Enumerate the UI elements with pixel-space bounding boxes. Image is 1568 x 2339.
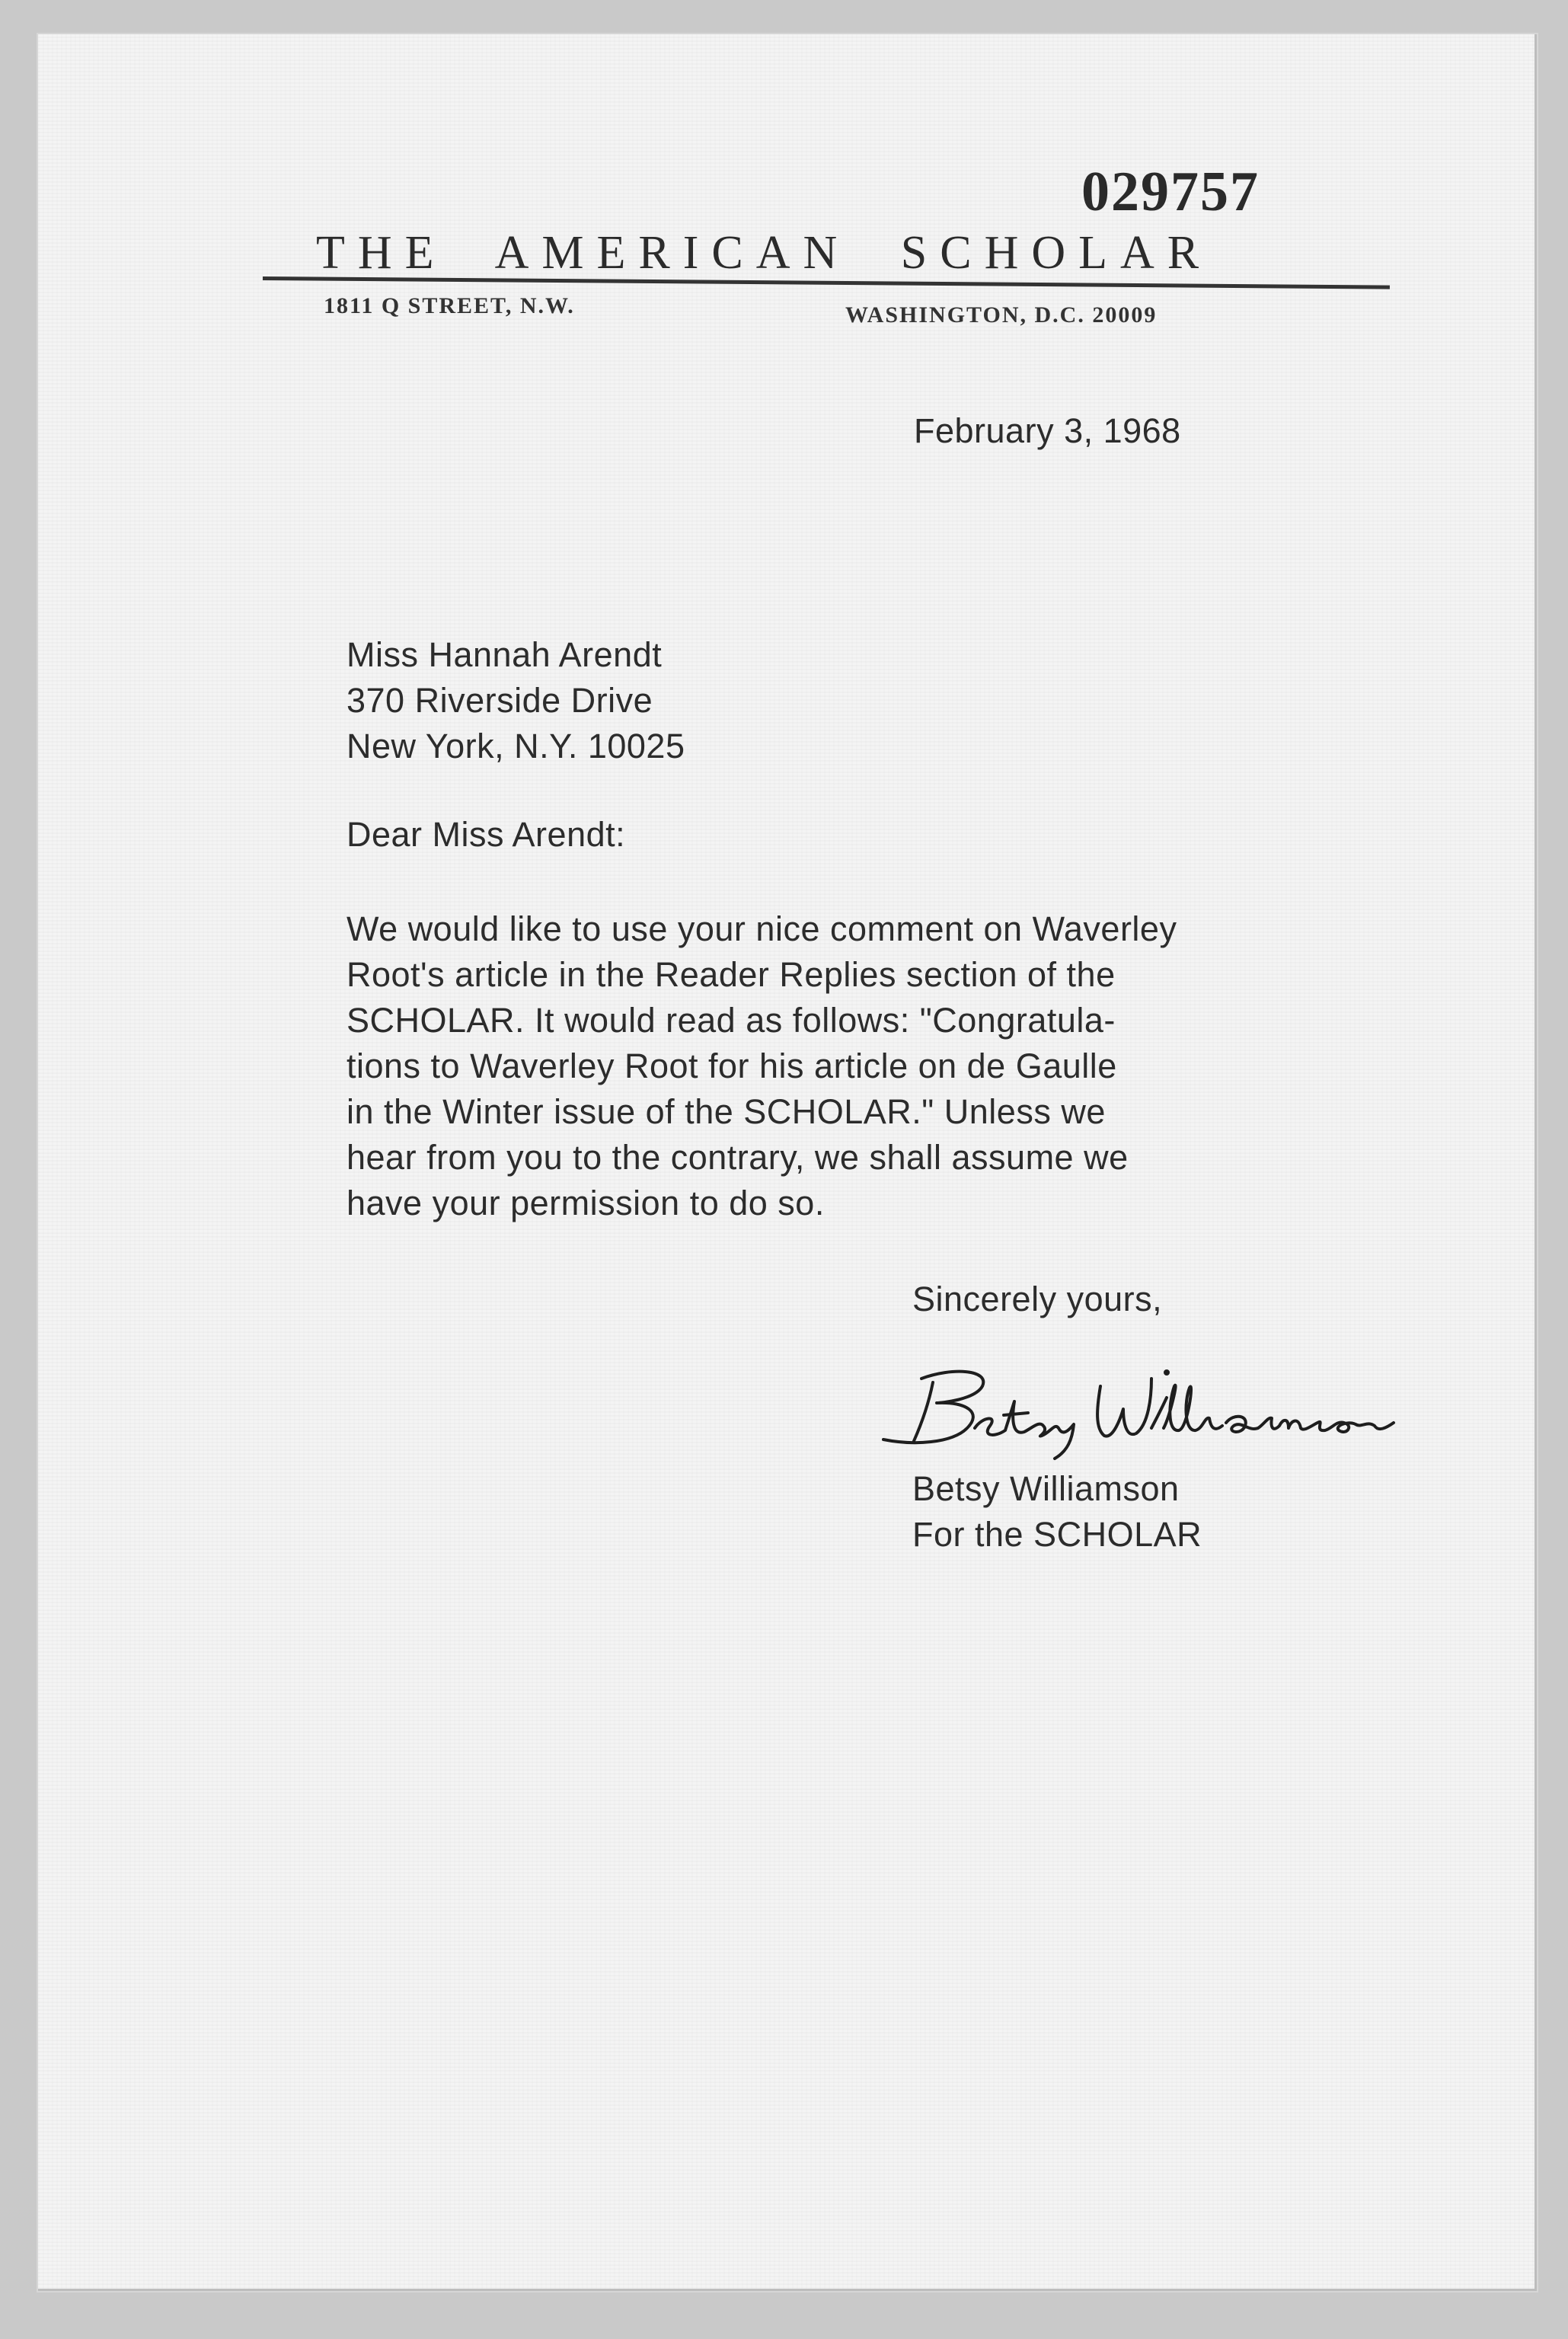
body-line: have your permission to do so.: [346, 1184, 825, 1222]
recipient-street: 370 Riverside Drive: [346, 681, 653, 720]
closing: Sincerely yours,: [912, 1280, 1163, 1318]
letterhead-city-address: WASHINGTON, D.C. 20009: [845, 302, 1158, 328]
document-number: 029757: [1081, 161, 1260, 223]
signer-name: Betsy Williamson: [912, 1469, 1180, 1508]
letter-body: [346, 906, 1177, 1226]
body-line: Root's article in the Reader Replies section of the: [346, 955, 1116, 994]
handwritten-signature: [868, 1356, 1401, 1466]
body-line: in the Winter issue of the SCHOLAR." Unless we: [346, 1092, 1106, 1131]
letter-page: [38, 34, 1537, 2291]
recipient-city: New York, N.Y. 10025: [346, 727, 685, 765]
signer-block: [912, 1466, 1202, 1558]
body-line: SCHOLAR. It would read as follows: "Congratula-: [346, 1001, 1116, 1040]
body-line: tions to Waverley Root for his article on de Gaulle: [346, 1046, 1117, 1085]
body-line: hear from you to the contrary, we shall assume we: [346, 1138, 1129, 1177]
letter-date: February 3, 1968: [914, 411, 1181, 450]
salutation: Dear Miss Arendt:: [346, 815, 626, 854]
body-line: We would like to use your nice comment on Waverley: [346, 909, 1177, 948]
recipient-name: Miss Hannah Arendt: [346, 635, 663, 674]
letterhead-title: THE AMERICAN SCHOLAR: [316, 227, 1212, 279]
letterhead-street-address: 1811 Q STREET, N.W.: [324, 293, 575, 318]
recipient-address-block: [346, 632, 685, 769]
signer-title: For the SCHOLAR: [912, 1515, 1202, 1554]
